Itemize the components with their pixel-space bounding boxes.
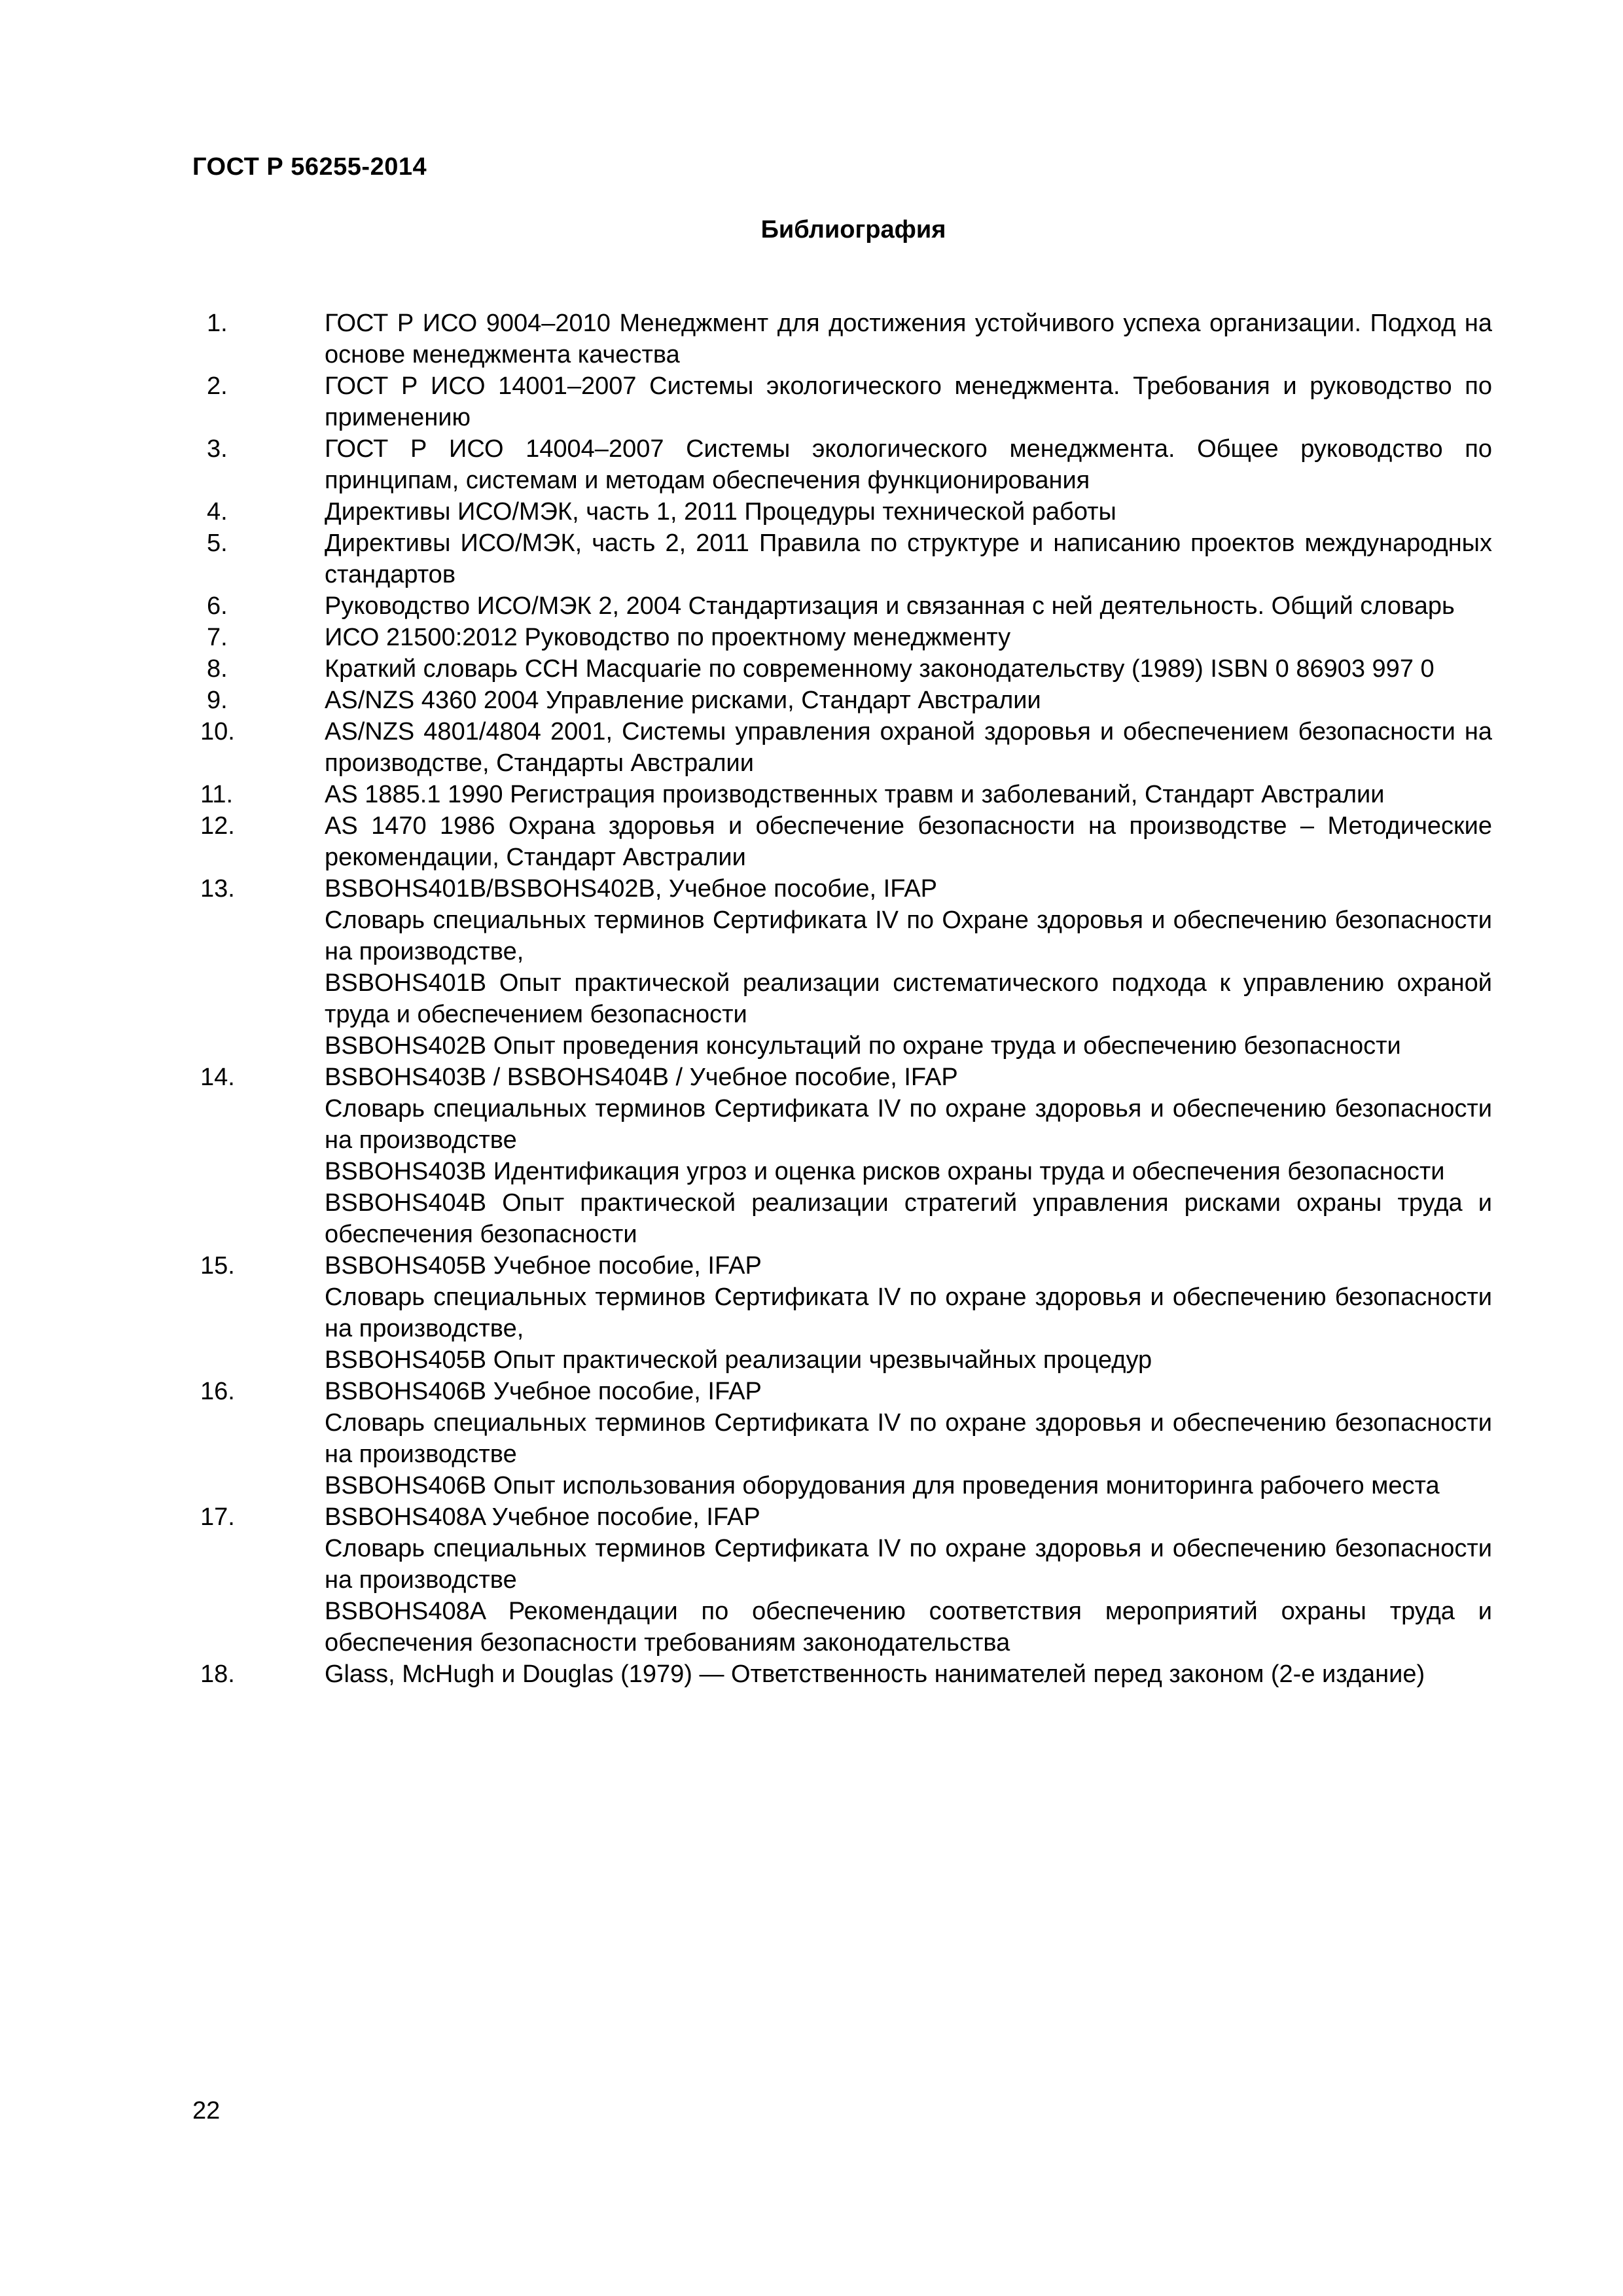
bibliography-item-line: Директивы ИСО/МЭК, часть 1, 2011 Процедуры технической работы — [325, 498, 1116, 526]
bibliography-item-line: ИСО 21500:2012 Руководство по проектному менеджменту — [325, 624, 1011, 651]
bibliography-item-text — [325, 370, 1492, 433]
bibliography-item-line: BSBOHS403B Идентификация угроз и оценка рисков охраны труда и обеспечения безопасности — [325, 1158, 1445, 1185]
bibliography-item — [196, 716, 1492, 779]
bibliography-item-number: 1. — [207, 310, 228, 337]
bibliography-item — [196, 1376, 1492, 1501]
bibliography-item — [196, 685, 1492, 716]
bibliography-item-text — [325, 779, 1492, 810]
bibliography-item-line: AS/NZS 4801/4804 2001, Системы управления охраной здоровья и обеспечением безопасности на производстве, Стандарты Австралии — [325, 718, 1492, 777]
bibliography-item-line: Словарь специальных терминов Сертификата IV по охране здоровья и обеспечению безопасности на производстве — [325, 1409, 1492, 1468]
bibliography-item — [196, 528, 1492, 590]
bibliography-item — [196, 496, 1492, 528]
bibliography-item — [196, 810, 1492, 873]
bibliography-item-text — [325, 590, 1492, 622]
bibliography-item-number: 7. — [207, 624, 228, 651]
bibliography-item-line: Руководство ИСО/МЭК 2, 2004 Стандартизация и связанная с ней деятельность. Общий словарь — [325, 592, 1455, 620]
bibliography-item — [196, 433, 1492, 496]
bibliography-item-line: AS 1885.1 1990 Регистрация производственных травм и заболеваний, Стандарт Австралии — [325, 781, 1385, 808]
bibliography-item-text — [325, 1659, 1492, 1690]
bibliography-item-number: 2. — [207, 372, 228, 400]
bibliography-item-number: 5. — [207, 529, 228, 557]
bibliography-item-number: 15. — [200, 1252, 235, 1280]
bibliography-item-text — [325, 810, 1492, 873]
bibliography-item-line: Словарь специальных терминов Сертификата IV по охране здоровья и обеспечению безопасности на производстве — [325, 1095, 1492, 1154]
bibliography-item-line: BSBOHS405B Опыт практической реализации чрезвычайных процедур — [325, 1346, 1152, 1374]
bibliography-item-line: BSBOHS404B Опыт практической реализации стратегий управления рисками охраны труда и обеспечения безопасности — [325, 1189, 1492, 1248]
bibliography-item-text — [325, 653, 1492, 685]
bibliography-item-line: Директивы ИСО/МЭК, часть 2, 2011 Правила по структуре и написанию проектов международных стандартов — [325, 529, 1492, 588]
bibliography-item-text — [325, 622, 1492, 653]
bibliography-item — [196, 308, 1492, 370]
bibliography-item-line: BSBOHS401B Опыт практической реализации систематического подхода к управлению охраной труда и обеспечением безопасности — [325, 969, 1492, 1028]
bibliography-item — [196, 1062, 1492, 1250]
bibliography-item-text — [325, 1501, 1492, 1659]
bibliography-item-line: BSBOHS402B Опыт проведения консультаций по охране труда и обеспечению безопасности — [325, 1032, 1401, 1060]
bibliography-item-line: BSBOHS406B Опыт использования оборудования для проведения мониторинга рабочего места — [325, 1472, 1440, 1499]
bibliography-item-number: 12. — [200, 812, 235, 840]
bibliography-item-line: AS/NZS 4360 2004 Управление рисками, Стандарт Австралии — [325, 687, 1041, 714]
bibliography-item-line: Словарь специальных терминов Сертификата IV по охране здоровья и обеспечению безопасности на производстве — [325, 1535, 1492, 1594]
bibliography-item-number: 14. — [200, 1064, 235, 1091]
bibliography-item-text — [325, 873, 1492, 1062]
bibliography-item-number: 9. — [207, 687, 228, 714]
bibliography-item-number: 17. — [200, 1503, 235, 1531]
bibliography-item-line: Словарь специальных терминов Сертификата IV по охране здоровья и обеспечению безопасности на производстве, — [325, 1283, 1492, 1342]
bibliography-item-number: 6. — [207, 592, 228, 620]
bibliography-item-number: 4. — [207, 498, 228, 526]
bibliography-item — [196, 1659, 1492, 1690]
bibliography-item-line: Краткий словарь ССН Macquarie по современному законодательству (1989) ISBN 0 86903 997 0 — [325, 655, 1435, 683]
bibliography-item-number: 10. — [200, 718, 235, 745]
bibliography-item — [196, 370, 1492, 433]
bibliography-item — [196, 590, 1492, 622]
bibliography-list — [196, 308, 1492, 1690]
bibliography-item-line: Словарь специальных терминов Сертификата IV по Охране здоровья и обеспечению безопасности на производстве, — [325, 906, 1492, 965]
bibliography-item — [196, 873, 1492, 1062]
page-number: 22 — [192, 2097, 221, 2125]
bibliography-item-line: BSBOHS401B/BSBOHS402B, Учебное пособие, IFAP — [325, 875, 938, 903]
bibliography-item-line: Glass, McHugh и Douglas (1979) — Ответственность нанимателей перед законом (2-е издание) — [325, 1660, 1425, 1688]
bibliography-item — [196, 779, 1492, 810]
bibliography-item — [196, 1250, 1492, 1376]
bibliography-item-text — [325, 1250, 1492, 1376]
bibliography-item-line: BSBOHS406B Учебное пособие, IFAP — [325, 1378, 762, 1405]
document-id: ГОСТ Р 56255-2014 — [192, 153, 427, 181]
bibliography-item-number: 3. — [207, 435, 228, 463]
bibliography-item-line: ГОСТ Р ИСО 14001–2007 Системы экологического менеджмента. Требования и руководство по применению — [325, 372, 1492, 431]
bibliography-item-text — [325, 685, 1492, 716]
bibliography-item-text — [325, 716, 1492, 779]
bibliography-item-number: 13. — [200, 875, 235, 903]
section-title: Библиография — [760, 216, 946, 243]
bibliography-item-text — [325, 308, 1492, 370]
bibliography-item-number: 11. — [200, 781, 234, 808]
bibliography-item-text — [325, 1062, 1492, 1250]
bibliography-item-number: 18. — [200, 1660, 235, 1688]
bibliography-item-line: BSBOHS408A Учебное пособие, IFAP — [325, 1503, 760, 1531]
bibliography-item-line: AS 1470 1986 Охрана здоровья и обеспечение безопасности на производстве – Методические рекомендации, Стандарт Австралии — [325, 812, 1492, 871]
bibliography-item-line: BSBOHS403B / BSBOHS404B / Учебное пособие, IFAP — [325, 1064, 958, 1091]
bibliography-item-text — [325, 433, 1492, 496]
bibliography-item-line: ГОСТ Р ИСО 14004–2007 Системы экологического менеджмента. Общее руководство по принципам, системам и методам обеспечения функционирования — [325, 435, 1492, 494]
bibliography-item-text — [325, 496, 1492, 528]
bibliography-item-line: ГОСТ Р ИСО 9004–2010 Менеджмент для достижения устойчивого успеха организации. Подход на основе менеджмента качества — [325, 310, 1492, 368]
bibliography-item-text — [325, 1376, 1492, 1501]
bibliography-item — [196, 653, 1492, 685]
bibliography-item — [196, 1501, 1492, 1659]
bibliography-item-number: 8. — [207, 655, 228, 683]
bibliography-item-line: BSBOHS408A Рекомендации по обеспечению соответствия мероприятий охраны труда и обеспечения безопасности требованиям законодательства — [325, 1598, 1492, 1657]
bibliography-item-text — [325, 528, 1492, 590]
bibliography-item-number: 16. — [200, 1378, 235, 1405]
bibliography-item-line: BSBOHS405B Учебное пособие, IFAP — [325, 1252, 762, 1280]
bibliography-item — [196, 622, 1492, 653]
